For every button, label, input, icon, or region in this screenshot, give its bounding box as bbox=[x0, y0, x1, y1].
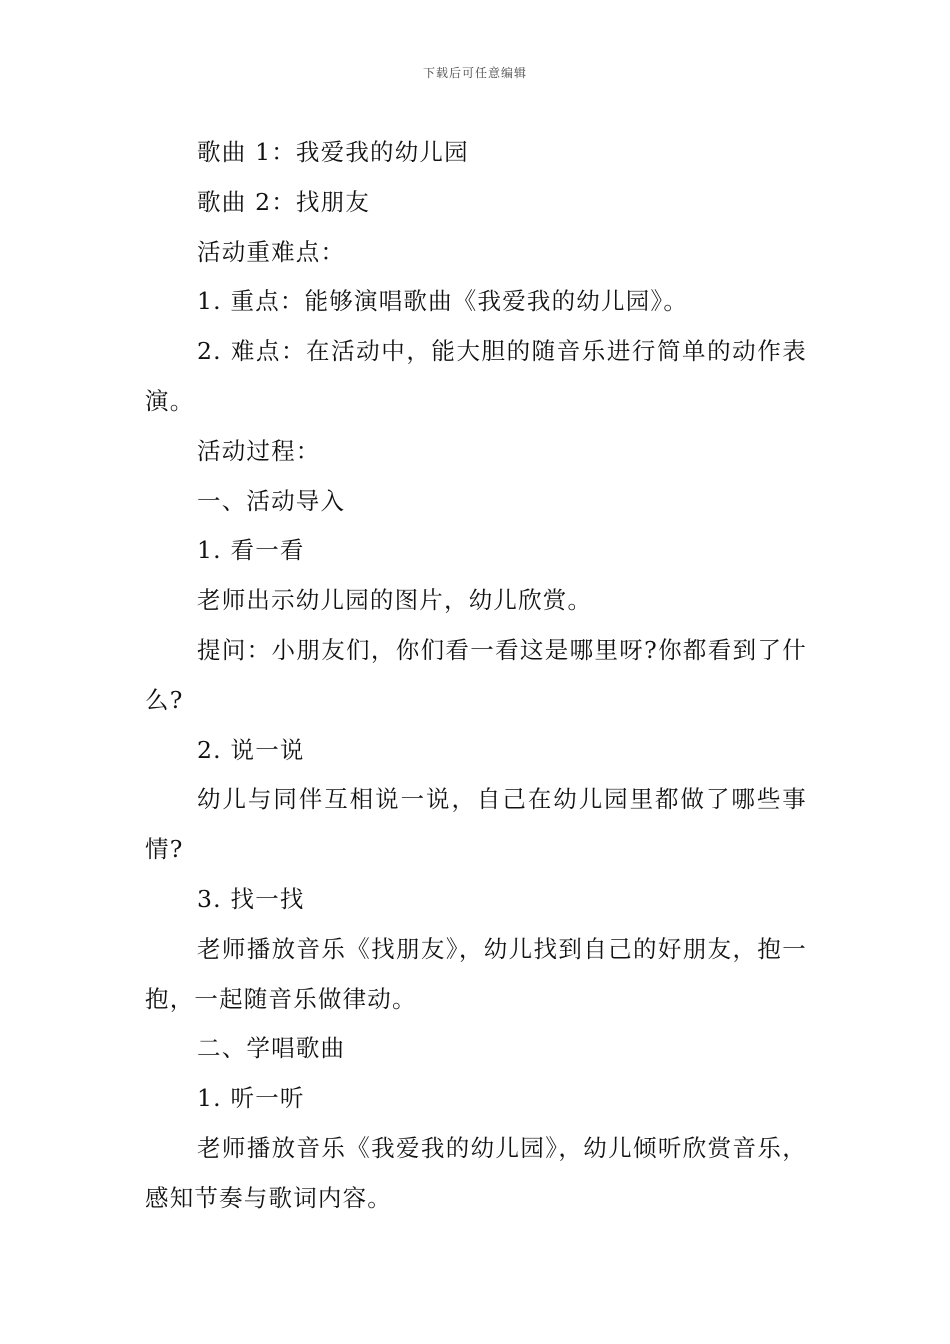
paragraph-question: 提问：小朋友们，你们看一看这是哪里呀?你都看到了什么? bbox=[145, 635, 807, 714]
paragraph-step-talk: 2. 说一说 bbox=[197, 735, 305, 764]
paragraph-song-2: 歌曲 2：找朋友 bbox=[197, 187, 371, 216]
paragraph-difficult-point: 2. 难点：在活动中，能大胆的随音乐进行简单的动作表演。 bbox=[145, 337, 807, 415]
paragraph-section-intro: 一、活动导入 bbox=[197, 486, 346, 515]
paragraph-song-1: 歌曲 1：我爱我的幼儿园 bbox=[197, 138, 469, 166]
paragraph-step-listen: 1. 听一听 bbox=[197, 1084, 305, 1113]
paragraph-talk-with-peers: 幼儿与同伴互相说一说，自己在幼儿园里都做了哪些事情? bbox=[145, 785, 807, 864]
paragraph-step-look: 1. 看一看 bbox=[197, 536, 305, 565]
paragraph-process-heading: 活动过程： bbox=[197, 436, 321, 465]
paragraph-step-find: 3. 找一找 bbox=[197, 884, 305, 913]
page-header-note: 下载后可任意编辑 bbox=[422, 66, 527, 80]
paragraph-play-find-friends: 老师播放音乐《找朋友》，幼儿找到自己的好朋友，抱一抱，一起随音乐做律动。 bbox=[145, 934, 807, 1013]
document-body bbox=[145, 128, 807, 1224]
paragraph-key-points-heading: 活动重难点： bbox=[197, 237, 346, 266]
paragraph-section-learn-song: 二、学唱歌曲 bbox=[197, 1034, 346, 1063]
paragraph-play-song: 老师播放音乐《我爱我的幼儿园》，幼儿倾听欣赏音乐，感知节奏与歌词内容。 bbox=[145, 1133, 807, 1212]
paragraph-key-point: 1. 重点：能够演唱歌曲《我爱我的幼儿园》。 bbox=[197, 287, 689, 316]
paragraph-show-pictures: 老师出示幼儿园的图片，幼儿欣赏。 bbox=[197, 586, 593, 615]
